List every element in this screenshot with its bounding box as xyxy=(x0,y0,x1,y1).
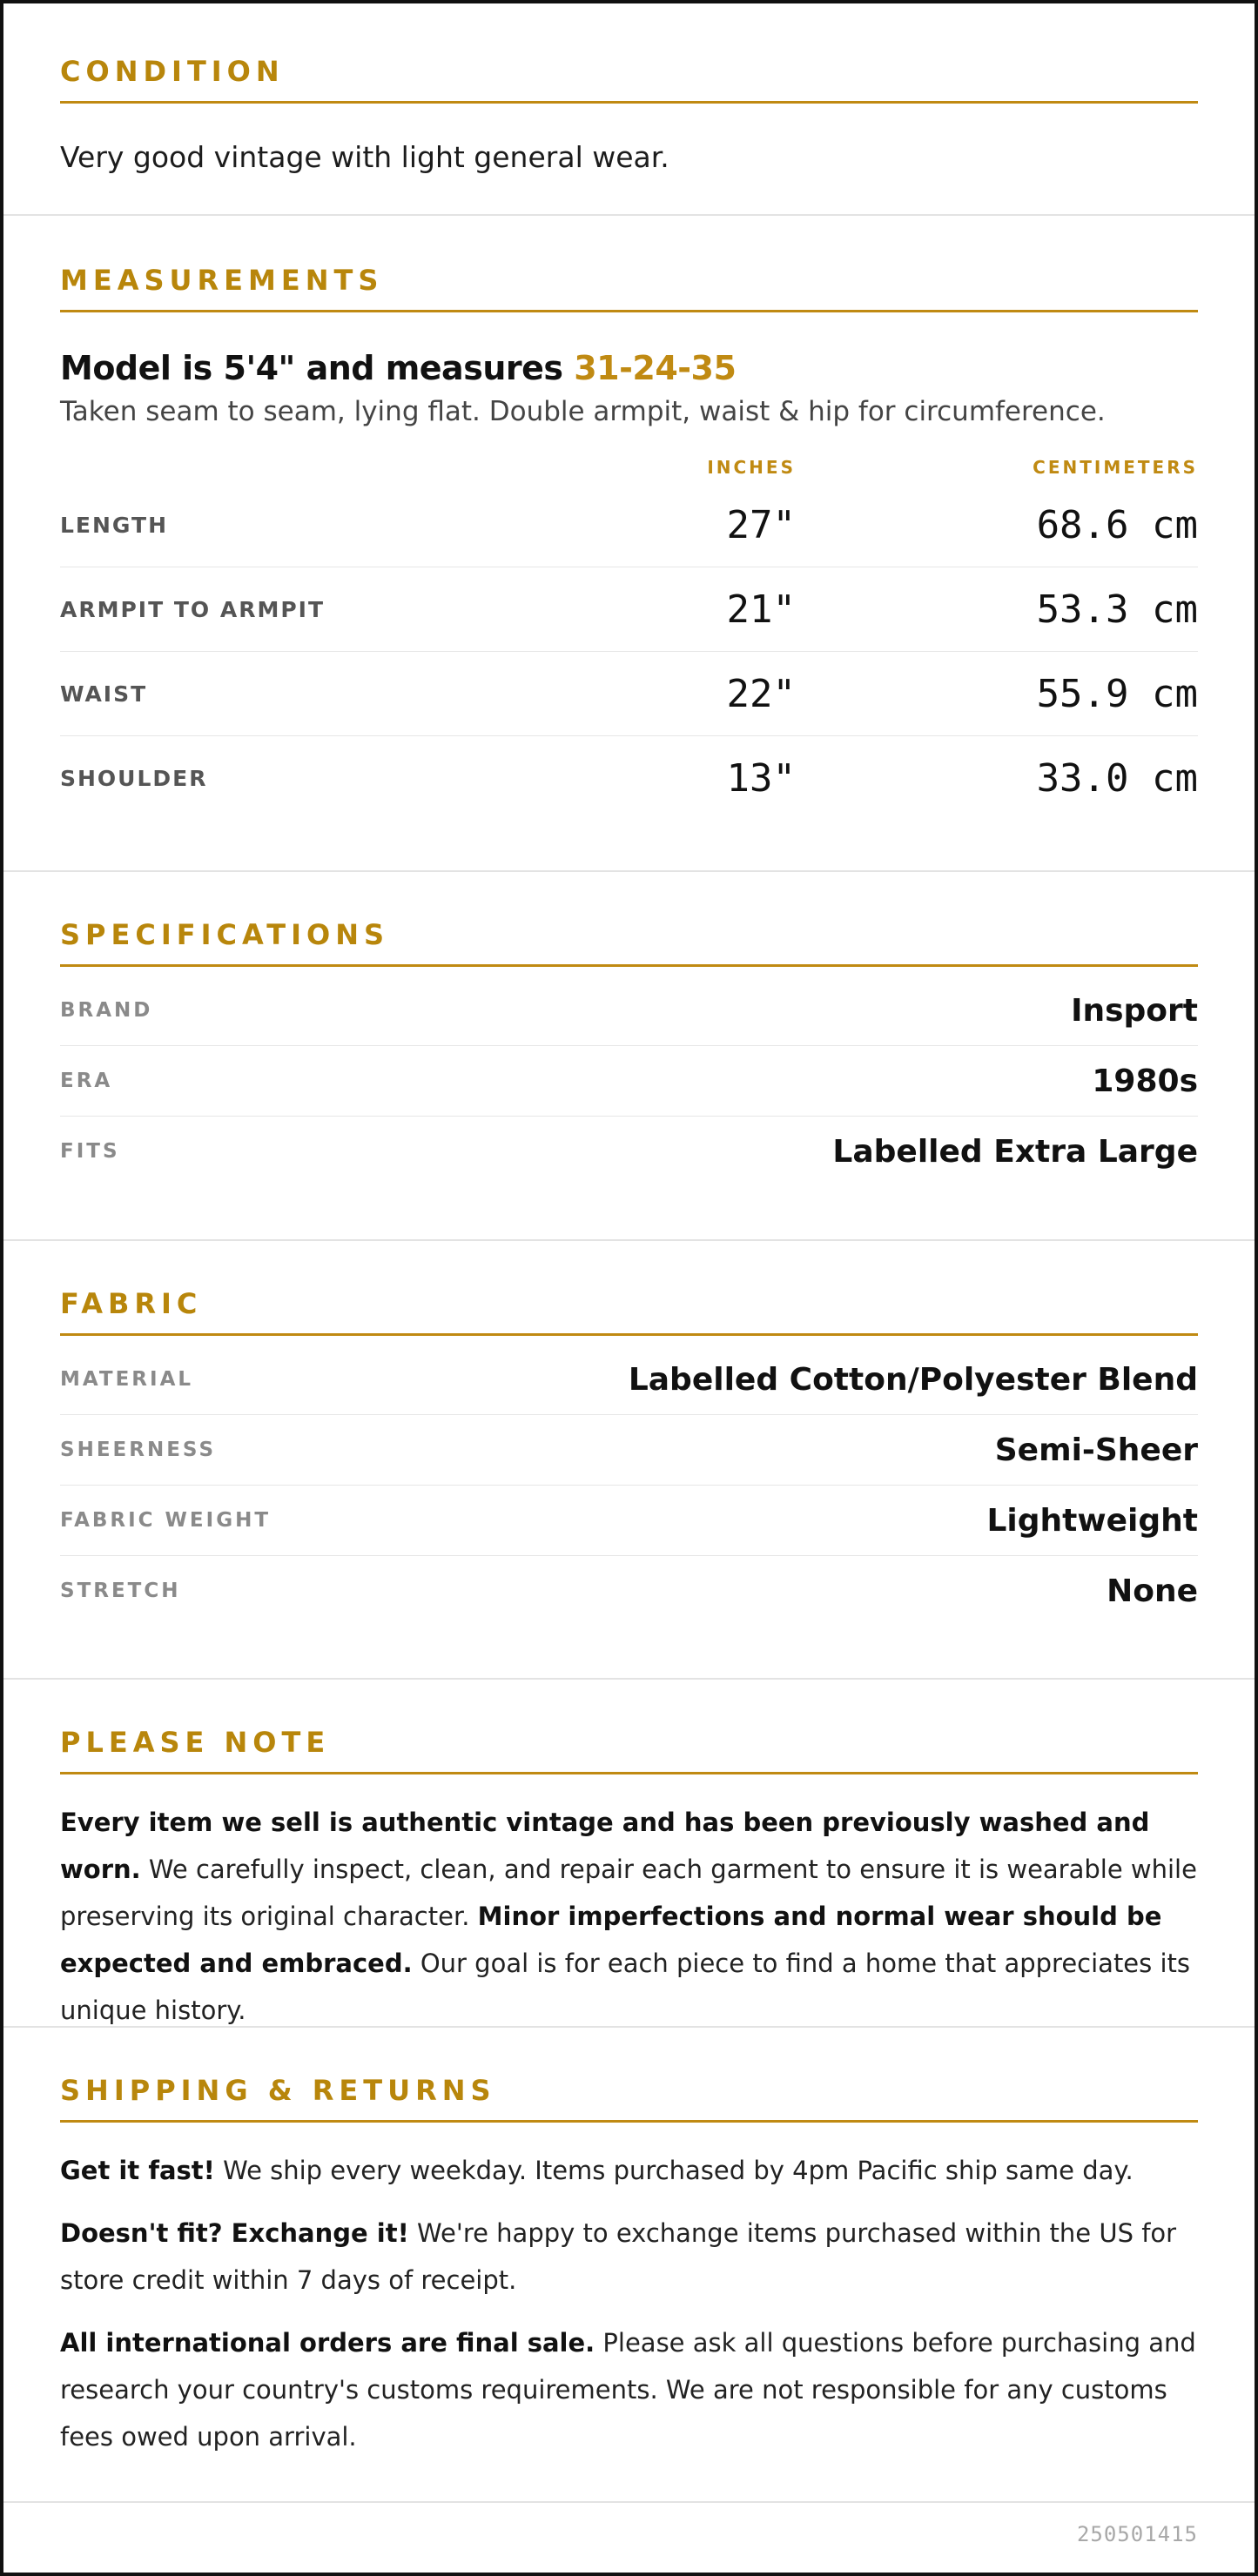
spec-row xyxy=(60,1117,1198,1186)
measurement-cm: 53.3 cm xyxy=(1036,587,1198,632)
inches-header: INCHES xyxy=(707,457,796,478)
spec-value: Insport xyxy=(1071,992,1198,1029)
exchange-paragraph xyxy=(60,2210,1198,2304)
shipping-section xyxy=(3,2028,1255,2503)
spec-label: BRAND xyxy=(60,999,153,1022)
fabric-label: STRETCH xyxy=(60,1580,181,1602)
section-divider xyxy=(60,964,1198,967)
shipping-bold: Get it fast! xyxy=(60,2156,215,2185)
section-divider xyxy=(60,1333,1198,1336)
note-bold-1: Every item we sell is authentic vintage and has been previously washed and worn. xyxy=(60,1808,1150,1884)
measurement-table-header xyxy=(60,452,1198,483)
section-divider xyxy=(60,310,1198,312)
specifications-title: SPECIFICATIONS xyxy=(60,918,390,951)
condition-section xyxy=(3,3,1255,216)
spec-value: 1980s xyxy=(1092,1063,1198,1099)
spec-row xyxy=(60,976,1198,1046)
shipping-title: SHIPPING & RETURNS xyxy=(60,2074,496,2107)
table-row xyxy=(60,652,1198,736)
fabric-row xyxy=(60,1415,1198,1486)
measurement-inches: 21" xyxy=(726,587,796,632)
section-divider xyxy=(60,101,1198,104)
fabric-title: FABRIC xyxy=(60,1287,203,1320)
measurement-table xyxy=(60,452,1198,820)
table-row xyxy=(60,483,1198,567)
note-text-2: Our goal is for each piece to find a home that appreciates its unique history. xyxy=(60,1949,1191,2025)
specifications-section xyxy=(3,872,1255,1241)
section-divider xyxy=(60,1772,1198,1774)
fabric-row xyxy=(60,1486,1198,1556)
fabric-row xyxy=(60,1345,1198,1415)
fabric-row xyxy=(60,1556,1198,1626)
section-divider xyxy=(60,2120,1198,2123)
table-row xyxy=(60,736,1198,820)
fabric-section xyxy=(3,1241,1255,1680)
fabric-value: None xyxy=(1107,1573,1198,1609)
international-text: Please ask all questions before purchasing and research your country's customs requirements. We are not responsible for any customs fees owed upon arrival. xyxy=(60,2328,1196,2452)
exchange-bold: Doesn't fit? Exchange it! xyxy=(60,2218,409,2248)
centimeters-header: CENTIMETERS xyxy=(1033,457,1198,478)
measurement-label: ARMPIT TO ARMPIT xyxy=(60,596,326,622)
measurements-title: MEASUREMENTS xyxy=(60,264,384,297)
spec-row xyxy=(60,1046,1198,1117)
condition-title: CONDITION xyxy=(60,55,285,88)
international-paragraph xyxy=(60,2319,1198,2460)
footer xyxy=(3,2503,1255,2573)
fabric-value: Labelled Cotton/Polyester Blend xyxy=(628,1361,1198,1398)
fabric-label: MATERIAL xyxy=(60,1368,194,1391)
shipping-paragraph xyxy=(60,2147,1198,2194)
measurement-cm: 68.6 cm xyxy=(1036,502,1198,547)
model-measurements xyxy=(60,347,1198,389)
measurement-inches: 22" xyxy=(726,671,796,716)
fabric-value: Semi-Sheer xyxy=(994,1432,1198,1468)
spec-value: Labelled Extra Large xyxy=(832,1133,1198,1170)
measurement-label: LENGTH xyxy=(60,512,168,538)
spec-label: FITS xyxy=(60,1140,120,1163)
note-bold-2: Minor imperfections and normal wear should be expected and embraced. xyxy=(60,1902,1162,1978)
fabric-label: FABRIC WEIGHT xyxy=(60,1509,272,1532)
measurement-note: Taken seam to seam, lying flat. Double armpit, waist & hip for circumference. xyxy=(60,396,1106,427)
measurements-section xyxy=(3,216,1255,872)
fabric-value: Lightweight xyxy=(986,1502,1198,1539)
please-note-section xyxy=(3,1680,1255,2028)
international-bold: All international orders are final sale. xyxy=(60,2328,595,2358)
product-code: 250501415 xyxy=(1076,2522,1198,2546)
measurement-inches: 13" xyxy=(726,755,796,801)
please-note-text xyxy=(60,1799,1198,2034)
note-text-1: We carefully inspect, clean, and repair each garment to ensure it is wearable while preserving its original character. xyxy=(60,1855,1197,1931)
measurement-label: WAIST xyxy=(60,681,148,707)
model-prefix: Model is 5'4" and measures xyxy=(60,349,575,387)
table-row xyxy=(60,567,1198,652)
measurement-inches: 27" xyxy=(726,502,796,547)
shipping-text: We ship every weekday. Items purchased by 4pm Pacific ship same day. xyxy=(214,2156,1134,2185)
measurement-cm: 33.0 cm xyxy=(1036,755,1198,801)
exchange-text: We're happy to exchange items purchased within the US for store credit within 7 days of receipt. xyxy=(60,2218,1177,2295)
spec-label: ERA xyxy=(60,1070,113,1092)
please-note-title: PLEASE NOTE xyxy=(60,1726,331,1759)
measurement-label: SHOULDER xyxy=(60,765,208,791)
fabric-label: SHEERNESS xyxy=(60,1439,217,1461)
model-highlight: 31-24-35 xyxy=(574,349,737,387)
measurement-cm: 55.9 cm xyxy=(1036,671,1198,716)
condition-text: Very good vintage with light general wear. xyxy=(60,140,669,174)
